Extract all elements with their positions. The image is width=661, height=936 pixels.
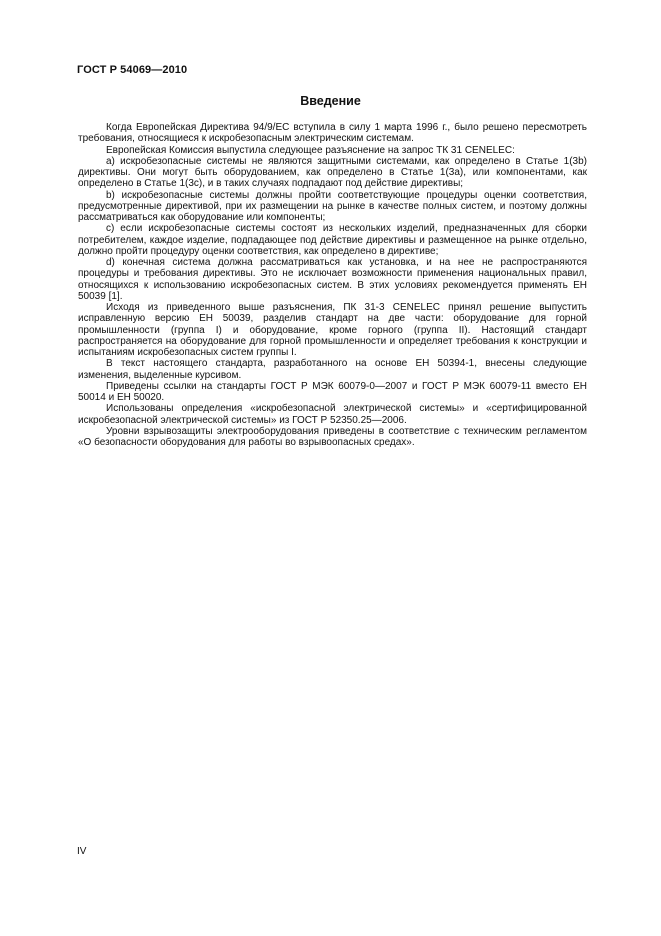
paragraph-decision: Исходя из приведенного выше разъяснения, ПК 31-3 CENELEC принял решение выпустить исправленную версию ЕН 50039, разделив стандарт на две части: оборудование для горной промышленности (группа I) и оборудование, кроме горного (группа II). Настоящий стандарт распространяется на оборудование для горной промышленности и определяет требования к конструкции и испытаниям искробезопасных систем группы I. <box>78 302 587 358</box>
paragraph-protection-levels: Уровни взрывозащиты электрооборудования приведены в соответствие с техническим регламентом «О безопасности оборудования для работы во взрывоопасных средах». <box>78 425 587 448</box>
paragraph-definitions: Использованы определения «искробезопасной электрической системы» и «сертифицированной искробезопасной электрической системы» из ГОСТ Р 52350.25—2006. <box>78 403 587 426</box>
list-item-a: а) искробезопасные системы не являются защитными системами, как определено в Статье 1(3b) директивы. Они могут быть оборудованием, как определено в Статье 1(3a), или компонентами, как определено в Статье 1(3c), и в таких случаях подпадают под действие директивы; <box>78 155 587 190</box>
document-header: ГОСТ Р 54069—2010 <box>77 64 188 76</box>
paragraph-references: Приведены ссылки на стандарты ГОСТ Р МЭК 60079-0—2007 и ГОСТ Р МЭК 60079-11 вместо ЕН 50014 и ЕН 50020. <box>78 380 587 403</box>
paragraph-commission: Европейская Комиссия выпустила следующее разъяснение на запрос ТК 31 CENELEC: <box>106 144 515 156</box>
paragraph-directive: Когда Европейская Директива 94/9/ЕС вступила в силу 1 марта 1996 г., было решено пересмотреть требования, относящиеся к искробезопасным электрическим системам. <box>78 122 587 145</box>
paragraph-changes: В текст настоящего стандарта, разработанного на основе ЕН 50394-1, внесены следующие изменения, выделенные курсивом. <box>78 358 587 381</box>
list-item-d: d) конечная система должна рассматриваться как установка, и на нее не распространяются процедуры и требования директивы. Это не исключает возможности применения национальных правил, относящихся к использованию искробезопасных систем. В этих условиях рекомендуется применять ЕН 50039 [1]. <box>78 257 587 302</box>
section-title: Введение <box>300 94 361 108</box>
introduction-body <box>78 122 587 448</box>
page-number: IV <box>77 846 87 857</box>
list-item-c: c) если искробезопасные системы состоят из нескольких изделий, предназначенных для сборки потребителем, каждое изделие, подпадающее под действие директивы и размещенное на рынке отдельно, должно пройти процедуру оценки соответствия, как определено в директиве; <box>78 223 587 257</box>
list-item-b: b) искробезопасные системы должны пройти соответствующие процедуры оценки соответствия, предусмотренные директивой, при их размещении на рынке в качестве полных систем, и поэтому должны рассматриваться как оборудование или компоненты; <box>78 189 587 223</box>
